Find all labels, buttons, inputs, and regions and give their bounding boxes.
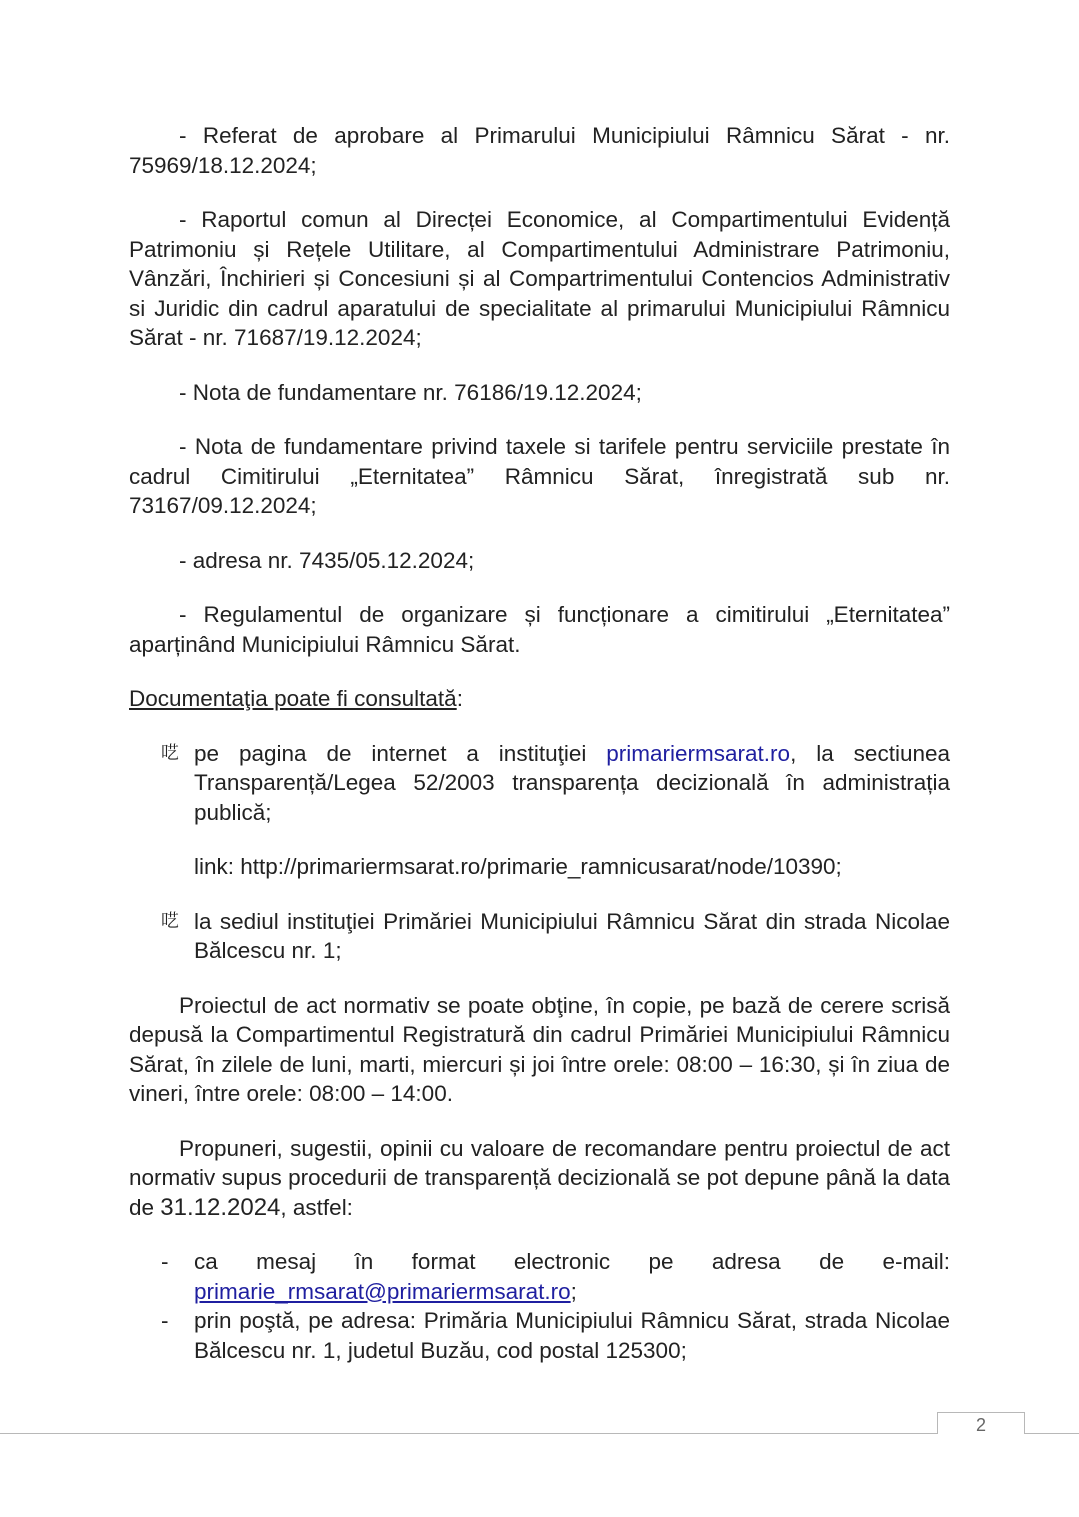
documentation-list-2 [129,907,950,966]
bullet-icon: 呓 [161,910,179,931]
page-number: 2 [937,1412,1025,1434]
documentation-heading [129,684,950,714]
website-text-before: pe pagina de internet a instituţiei [194,740,607,766]
website-link[interactable]: primariermsarat.ro [606,740,791,766]
website-text-after: , la sectiunea Transparență/Legea 52/2003 transparența decizională în administrația publică; [194,740,950,825]
documentation-heading-colon: : [456,686,463,711]
list-item-post [129,1306,950,1365]
paragraph-propuneri [129,1134,950,1223]
footer-rule [0,1433,1079,1434]
propuneri-suffix: , astfel: [280,1194,353,1220]
deadline-date: 31.12.2024 [160,1193,281,1221]
dash-marker: - [161,1308,169,1333]
post-text: prin poştă, pe adresa: Primăria Municipiului Râmnicu Sărat, strada Nicolae Bălcescu nr. 1, judetul Buzău, cod postal 125300; [194,1308,950,1363]
dash-marker: - [161,1249,169,1274]
paragraph-nota-fundamentare: - Nota de fundamentare nr. 76186/19.12.2024; [179,379,642,405]
paragraph-raport: - Raportul comun al Direcței Economice, al Compartimentului Evidență Patrimoniu și Rețele Utilitare, al Compartimentului Administrare Patrimoniu, Vânzări, Închirieri și Concesiuni și al Compartrimentului Contencios Administrativ si Juridic din cadrul aparatului de specialitate al primarului Municipiului Râmnicu Sărat - nr. 71687/19.12.2024; [129,207,950,350]
paragraph-regulament: - Regulamentul de organizare și funcționare a cimitirului „Eternitatea” aparținând Municipiului Râmnicu Sărat. [129,602,950,657]
paragraph-adresa: - adresa nr. 7435/05.12.2024; [179,547,475,573]
document-page [129,121,950,1365]
list-item-email [129,1247,950,1306]
submission-list [129,1247,950,1365]
paragraph-referat: - Referat de aprobare al Primarului Municipiului Râmnicu Sărat - nr. 75969/18.12.2024; [129,123,950,178]
propuneri-text: Propuneri, sugestii, opinii cu valoare de recomandare pentru proiectul de act normativ supus procedurii de transparență decizională se pot depune până la data de [129,1135,950,1220]
email-link[interactable]: primarie_rmsarat@primariermsarat.ro [194,1278,571,1304]
email-text: ca mesaj în format electronic pe adresa de e-mail: [194,1249,950,1274]
list-item-sediu [129,907,950,966]
documentation-heading-text: Documentaţia poate fi consultată [129,686,457,711]
node-link[interactable]: link: http://primariermsarat.ro/primarie_ramnicusarat/node/10390; [194,854,842,879]
sediu-text: la sediul instituţiei Primăriei Municipiului Râmnicu Sărat din strada Nicolae Bălcescu nr. 1; [194,908,950,963]
documentation-list [129,739,950,828]
paragraph-nota-taxe: - Nota de fundamentare privind taxele si tarifele pentru serviciile prestate în cadrul Cimitirului „Eternitatea” Râmnicu Sărat, înregistrată sub nr. 73167/09.12.2024; [129,434,950,518]
list-item-website [129,739,950,828]
bullet-icon: 呓 [161,742,179,763]
email-suffix: ; [570,1278,577,1304]
paragraph-proiect: Proiectul de act normativ se poate obţine, în copie, pe bază de cerere scrisă depusă la Compartimentul Registratură din cadrul Primăriei Municipiului Râmnicu Sărat, în zilele de luni, marti, miercuri și joi între orele: 08:00 – 16:30, și în ziua de vineri, între orele: 08:00 – 14:00. [129,992,950,1106]
